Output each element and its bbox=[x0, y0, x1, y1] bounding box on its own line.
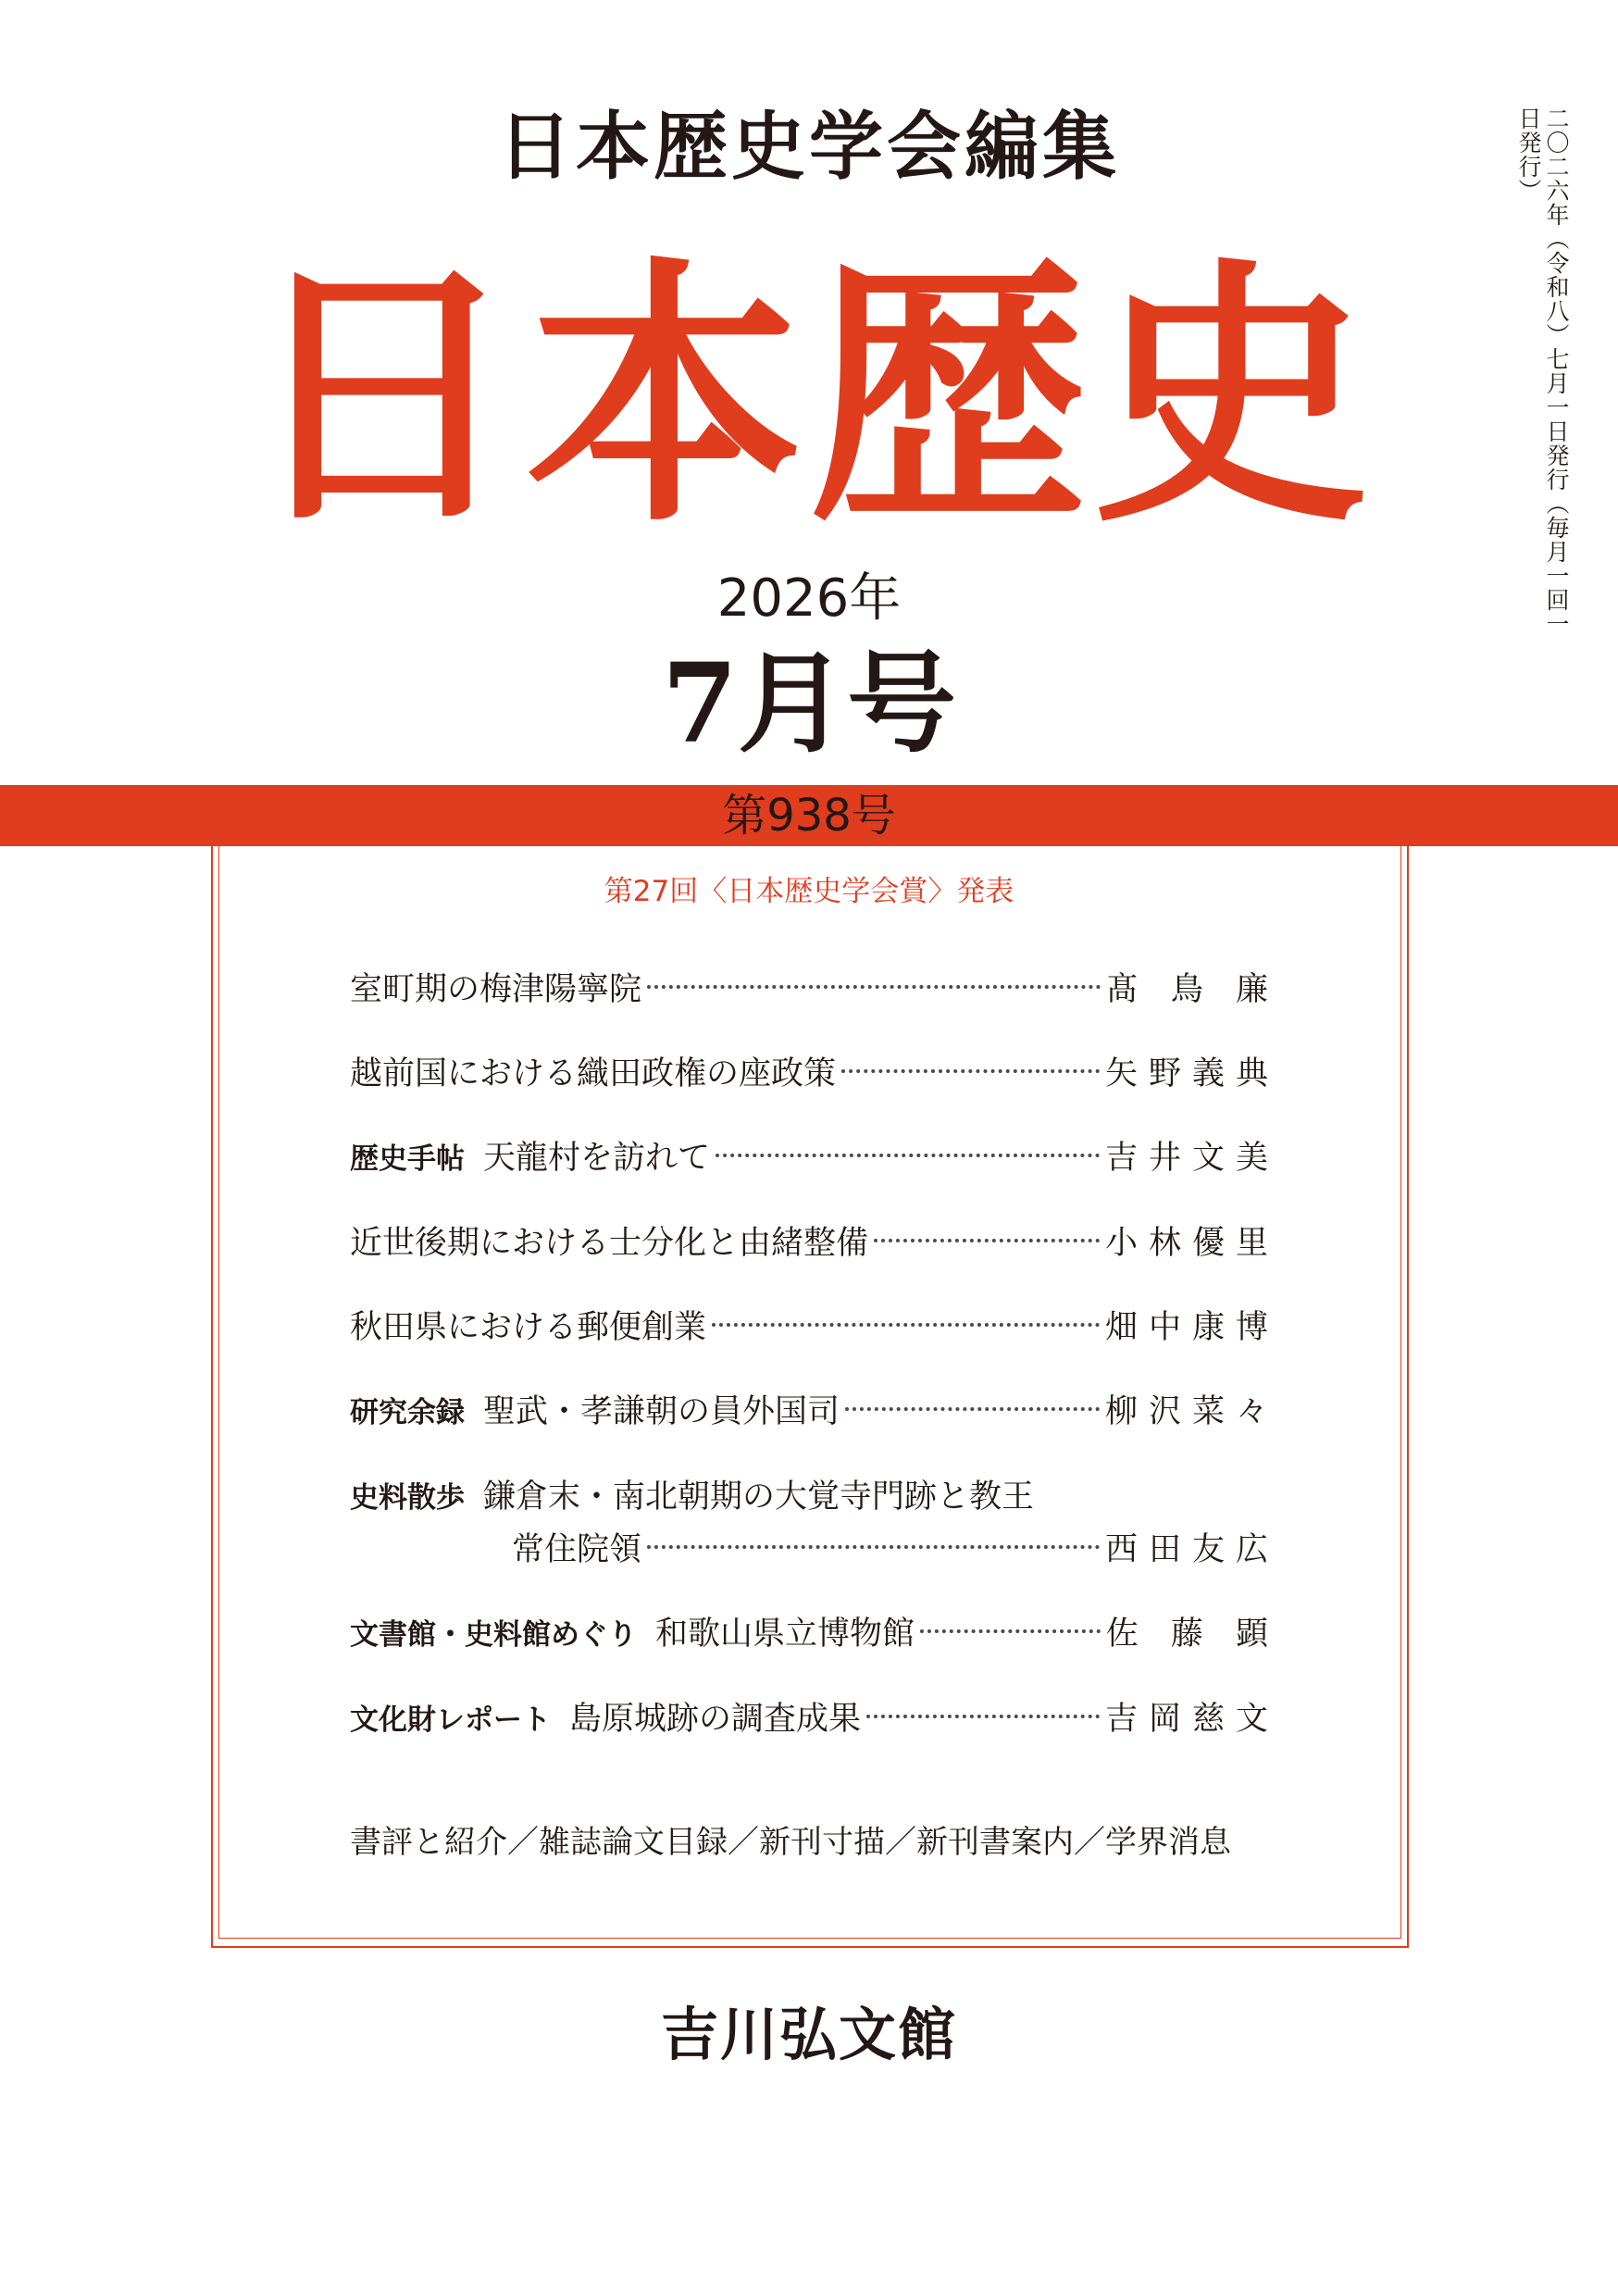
issue-year: 2026年 bbox=[716, 568, 902, 629]
toc-entry[interactable] bbox=[350, 1612, 1279, 1657]
leader-dots bbox=[712, 1323, 1100, 1327]
toc-category: 史料散歩 bbox=[350, 1481, 465, 1515]
toc-title: 室町期の梅津陽寧院 bbox=[350, 971, 642, 1008]
publisher-name: 吉川弘文館 bbox=[660, 2001, 957, 2068]
toc-entry[interactable] bbox=[350, 1390, 1279, 1435]
toc-author: 髙 鳥 廉 bbox=[1105, 971, 1279, 1008]
leader-dots bbox=[874, 1239, 1100, 1242]
toc-entry[interactable] bbox=[350, 1697, 1279, 1742]
toc-entry[interactable] bbox=[350, 1475, 1279, 1572]
toc-title: 近世後期における士分化と由緒整備 bbox=[350, 1225, 869, 1262]
leader-dots bbox=[647, 985, 1101, 989]
toc-category: 歴史手帖 bbox=[350, 1142, 465, 1176]
toc-entry[interactable] bbox=[350, 1305, 1279, 1350]
table-of-contents bbox=[350, 967, 1279, 1782]
toc-author: 吉岡慈文 bbox=[1104, 1701, 1279, 1738]
toc-author: 矢野義典 bbox=[1104, 1055, 1279, 1092]
toc-author: 西田友広 bbox=[1104, 1531, 1279, 1568]
toc-title: 島原城跡の調査成果 bbox=[569, 1701, 862, 1738]
toc-entry-line-1 bbox=[350, 1475, 1268, 1520]
toc-category: 研究余録 bbox=[350, 1396, 465, 1429]
publication-note: 二〇二六年（令和八）七月一日発行（毎月一回一日発行） bbox=[1515, 106, 1570, 636]
toc-category: 文書館・史料館めぐり bbox=[350, 1618, 637, 1652]
toc-entry-line-2 bbox=[350, 1528, 1279, 1572]
leader-dots bbox=[716, 1154, 1100, 1157]
leader-dots bbox=[841, 1069, 1100, 1073]
award-notice: 第27回〈日本歴史学会賞〉発表 bbox=[604, 875, 1014, 908]
toc-title: 和歌山県立博物館 bbox=[655, 1616, 915, 1653]
toc-author: 吉井文美 bbox=[1104, 1140, 1279, 1177]
toc-entry[interactable] bbox=[350, 967, 1279, 1012]
toc-author: 柳沢菜々 bbox=[1104, 1393, 1279, 1430]
leader-dots bbox=[647, 1545, 1100, 1549]
regular-sections: 書評と紹介／雑誌論文目録／新刊寸描／新刊書案内／学界消息 bbox=[350, 1824, 1231, 1861]
toc-author: 畑中康博 bbox=[1104, 1309, 1279, 1346]
toc-author: 小林優里 bbox=[1104, 1225, 1279, 1262]
toc-title: 鎌倉末・南北朝期の大覚寺門跡と教王 bbox=[483, 1479, 1035, 1516]
leader-dots bbox=[845, 1407, 1100, 1411]
toc-title: 越前国における織田政権の座政策 bbox=[350, 1055, 837, 1092]
issue-month: 7月号 bbox=[661, 639, 957, 767]
editor-credit: 日本歴史学会編集 bbox=[498, 103, 1120, 190]
journal-title: 日本歴史 bbox=[243, 236, 1375, 559]
toc-entry[interactable] bbox=[350, 1221, 1279, 1266]
toc-author: 佐 藤 顕 bbox=[1105, 1616, 1279, 1653]
leader-dots bbox=[866, 1715, 1100, 1718]
issue-number: 第938号 bbox=[698, 785, 920, 846]
toc-title: 秋田県における郵便創業 bbox=[350, 1309, 707, 1346]
toc-entry[interactable] bbox=[350, 1136, 1279, 1181]
issue-band bbox=[0, 785, 1618, 846]
toc-category: 文化財レポート bbox=[350, 1703, 551, 1737]
toc-title: 天龍村を訪れて bbox=[483, 1140, 711, 1177]
leader-dots bbox=[920, 1629, 1101, 1633]
toc-title-continued: 常住院領 bbox=[512, 1531, 642, 1568]
toc-entry[interactable] bbox=[350, 1052, 1279, 1096]
toc-title: 聖武・孝謙朝の員外国司 bbox=[483, 1393, 840, 1430]
